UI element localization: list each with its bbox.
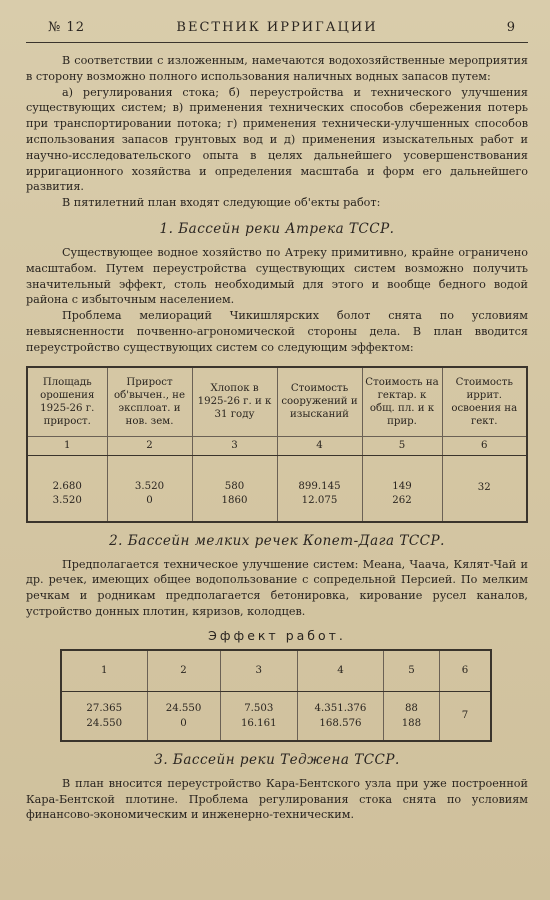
section-1-paragraph-1: Существующее водное хозяйство по Атреку примитивно, крайне ограничено масштабом. Путем переустройства существующих систем возможно получить значительный эффект, столь необходимый для этого и вообще бедного водой района с избыточным населением. [26,245,528,307]
table-cell [383,691,439,741]
table-cell [107,455,192,522]
table-index-cell: 1 [27,436,107,455]
cell-value: 188 [401,717,422,729]
section-1-paragraph-2: Проблема мелиораций Чикишлярских болот снята по условиям невыясненности почвенно-агрономической стороны дела. В план вводится переустройство существующих систем со следующим эффектом: [26,309,528,354]
cell-value: 4.351.376 [314,702,367,714]
table-cell [61,691,147,741]
table-cell [192,455,277,522]
table-header-cell: Стоимость на гектар. к общ. пл. и к прир. [362,367,442,437]
cell-value: 7.503 [244,702,274,714]
effect-title: Эффект работ. [208,627,346,643]
table-index-cell: 5 [383,650,439,692]
table-header-cell: Прирост об'вычен., не эксплоат. и нов. зем. [107,367,192,437]
table-index-cell: 1 [61,650,147,692]
table-header-cell: Хлопок в 1925-26 г. и к 31 году [192,367,277,437]
table-cell: 32 [442,455,527,522]
table-cell: 7 [439,691,491,741]
table-cell [220,691,297,741]
table-row [27,455,527,522]
cell-value: 2.680 [52,480,82,492]
table-index-cell: 3 [220,650,297,692]
cell-value: 24.550 [165,702,202,714]
intro-paragraph-3: В пятилетний план входят следующие об'екты работ: [62,196,381,210]
table-index-cell: 2 [147,650,220,692]
section-2-paragraph-1: Предполагается техническое улучшение систем: Меана, Чаача, Кялят-Чай и др. речек, имеющих общее водопользование с сопредельной Персией. По мелким речкам и родникам предполагается бетонировка, кирование русел каналов, устройство донных плотин, кяризов, колодцев. [26,557,528,618]
header-rule [26,42,528,43]
table-cell [297,691,383,741]
cell-value: 0 [180,717,187,729]
table-cell [362,455,442,522]
cell-value: 27.365 [86,702,123,714]
table-row [61,691,491,741]
table-index-cell: 2 [107,436,192,455]
atrek-effect-table [26,366,528,523]
page-number: 9 [506,20,516,35]
table-index-cell: 5 [362,436,442,455]
table-header-cell: Площадь орошения 1925-26 г. прирост. [40,376,95,427]
cell-value: 16.161 [240,717,277,729]
table-cell [277,455,362,522]
table-header-row [27,367,527,437]
intro-paragraph-2: а) регулирования стока; б) переустройства и технического улучшения существующих систем; в) применения технических способов сбережения потерь при транспортировании потока; г) применения технически-улучшенных способов использования запасов грунтовых вод и д) применения изыскательных работ и научно-исследовательского опыта в целях дальнейшего усовершенствования ирригационного хозяйства и определения масштаба и форм его дальнейшего развития. [26,85,528,194]
kopet-dag-effect-table [60,649,492,742]
intro-paragraph-1: В соответствии с изложенным, намечаются водохозяйственные мероприятия в сторону возможно полного использования наличных водных запасов путем: [26,54,528,83]
section-3-paragraph-1: В план вносится переустройство Кара-Бентского узла при уже построенной Кара-Бентской плотине. Проблема регулирования стока снята по условиям финансово-экономическим и инженерно-техническим. [26,776,528,822]
cell-value: 1860 [221,494,248,506]
cell-value: 88 [404,702,418,714]
table-index-cell: 3 [192,436,277,455]
table-header-cell: Стоимость сооружений и изысканий [277,367,362,437]
cell-value: 3.520 [52,494,82,506]
cell-value: 168.576 [319,717,362,729]
section-3-title: 3. Бассейн реки Теджена ТССР. [154,751,400,768]
cell-value: 12.075 [301,494,338,506]
cell-value: 24.550 [86,717,123,729]
page-header [26,14,528,38]
journal-title: ВЕСТНИК ИРРИГАЦИИ [176,20,378,35]
cell-value: 3.520 [134,480,165,492]
cell-value: 580 [224,480,245,492]
table-header-cell: Стоимость иррит. освоения на гект. [442,367,527,437]
table-index-cell: 6 [439,650,491,692]
issue-number: № 12 [48,20,85,35]
section-2-title: 2. Бассейн мелких речек Копет-Дага ТССР. [109,532,445,549]
table-index-row [61,650,491,692]
table-index-cell: 6 [442,436,527,455]
cell-value: 0 [146,494,153,506]
cell-value: 149 [392,480,412,492]
table-index-cell: 4 [277,436,362,455]
table-index-row [27,436,527,455]
table-cell [147,691,220,741]
section-1-title: 1. Бассейн реки Атрека ТССР. [159,220,395,237]
cell-value: 262 [392,494,412,506]
cell-value: 899.145 [298,480,341,492]
table-cell [27,455,107,522]
table-index-cell: 4 [297,650,383,692]
